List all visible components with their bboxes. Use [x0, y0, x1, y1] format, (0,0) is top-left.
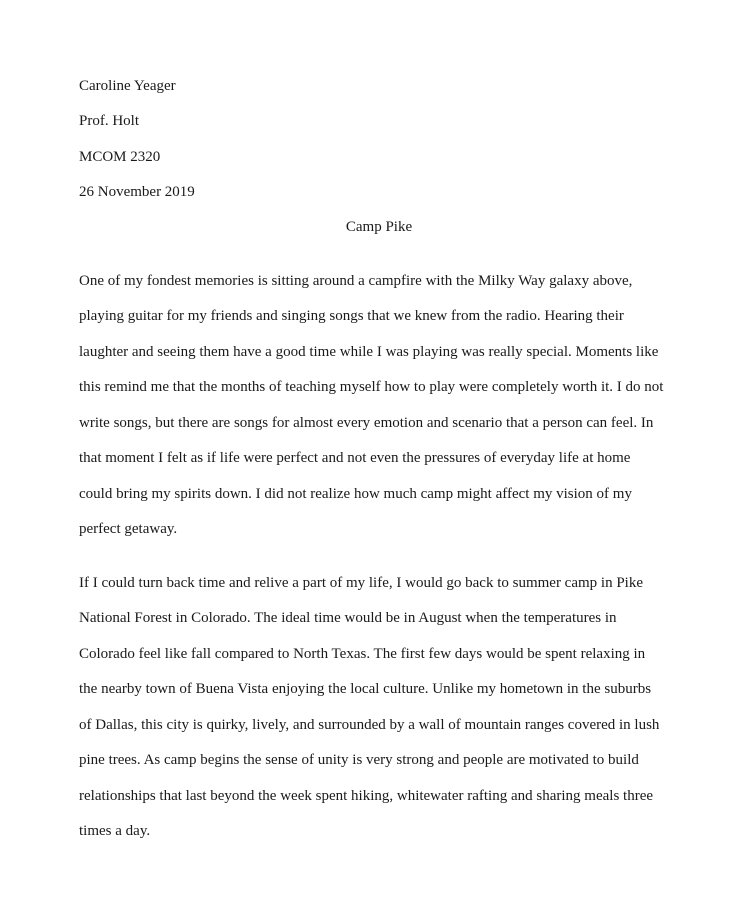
text-line: could bring my spirits down. I did not realize how much camp might affect my vision of my — [79, 486, 632, 502]
text-line: One of my fondest memories is sitting around a campfire with the Milky Way galaxy above, — [79, 273, 633, 289]
text-line: playing guitar for my friends and singing songs that we knew from the radio. Hearing their — [79, 308, 624, 324]
essay-title: Camp Pike — [345, 219, 413, 235]
author-name: Caroline Yeager — [79, 78, 176, 94]
text-line: relationships that last beyond the week spent hiking, whitewater rafting and sharing meals three — [79, 788, 654, 804]
text-line: laughter and seeing them have a good time while I was playing was really special. Moments like — [79, 344, 659, 360]
course-code: MCOM 2320 — [79, 149, 161, 165]
text-line: perfect getaway. — [79, 521, 178, 537]
text-line: write songs, but there are songs for almost every emotion and scenario that a person can feel. In — [79, 415, 654, 431]
text-line: pine trees. As camp begins the sense of unity is very strong and people are motivated to build — [79, 752, 639, 768]
text-line: of Dallas, this city is quirky, lively, and surrounded by a wall of mountain ranges covered in lush — [79, 717, 660, 733]
instructor-name: Prof. Holt — [79, 113, 139, 129]
text-line: Colorado feel like fall compared to North Texas. The first few days would be spent relaxing in — [79, 646, 646, 662]
text-line: the nearby town of Buena Vista enjoying the local culture. Unlike my hometown in the suburbs — [79, 681, 652, 697]
text-line: times a day. — [79, 823, 151, 839]
essay-date: 26 November 2019 — [79, 184, 195, 200]
text-line: National Forest in Colorado. The ideal time would be in August when the temperatures in — [79, 610, 617, 626]
text-line: that moment I felt as if life were perfect and not even the pressures of everyday life at home — [79, 450, 631, 466]
text-line: this remind me that the months of teaching myself how to play were completely worth it. I do not — [79, 379, 664, 395]
text-line: If I could turn back time and relive a part of my life, I would go back to summer camp in Pike — [79, 575, 644, 591]
